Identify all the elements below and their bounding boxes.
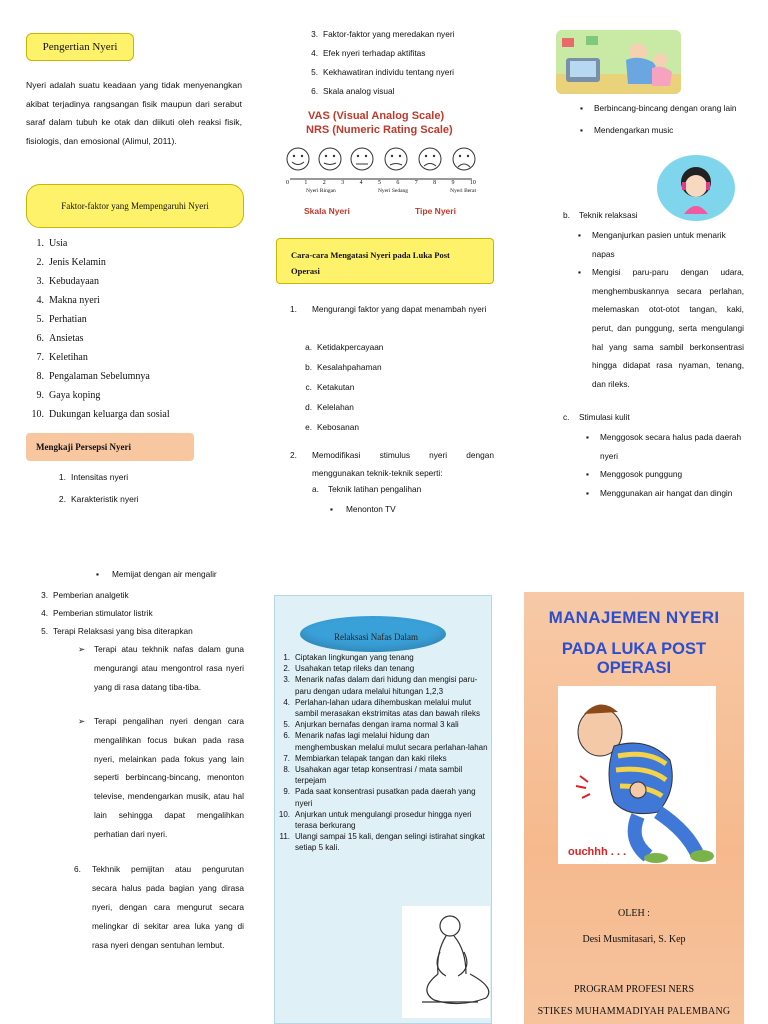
list-item: 6. Menarik nafas lagi melalui hidung dan menghembuskan melalui mulut secara perlahan-lahan [283,731,488,752]
list-item: 4. Makna nyeri [36,295,100,306]
cara-item-2: 2. Memodifikasi stimulus nyeri dengan menggunakan teknik-teknik seperti: [290,450,494,478]
list-item: 4. Pemberian stimulator listrik [41,608,153,618]
scale-numbers: 0 1 2 3 4 5 6 7 8 9 10 [286,180,476,186]
list-item: ▪ Mengisi paru-paru dengan udara, menghembuskannya secara perlahan, melemaskan otot-otot tangan, kaki, perut, dan punggung, serta mengulangi hal yang sama sambil berkonsentrasi hingga didapat rasa nyaman, tenang, dan rileks. [578,267,744,389]
meditation-illustration [402,906,490,1018]
list-item: 1. Usia [36,238,68,249]
persepsi-list [48,466,248,510]
cover-author: Desi Musmitasari, S. Kep [582,934,686,945]
list-item: 3. Kebudayaan [36,276,99,287]
list-item: 6. Skala analog visual [311,86,395,96]
arrow-item-1: ➢ Terapi atau tekhnik nafas dalam guna mengurangi atau mengontrol rasa nyeri yang di rasa datang tiba-tiba. [78,640,244,696]
list-item: b. Kesalahpahaman [305,362,382,372]
pain-faces-icon [282,143,482,203]
list-item: 10. Anjurkan untuk mengulangi prosedur hingga nyeri terasa berkurang [278,809,472,831]
list-item: 10. Dukungan keluarga dan sosial [31,409,170,420]
skala-caption: Skala Nyeri [304,206,350,216]
cara-item-1: 1. Mengurangi faktor yang dapat menambah nyeri [290,304,487,314]
ouch-text: ouchhh . . . [568,846,627,858]
cover-title-1: MANAJEMEN NYERI [548,608,720,627]
list-item: e. Kebosanan [305,422,359,432]
teknik-relaksasi-bullets [578,226,744,393]
list-item: d. Kelelahan [305,402,354,412]
tv-illustration [556,30,681,94]
scale-labels: Nyeri Ringan Nyeri Sedang Nyeri Berat [306,188,476,194]
memijat-bullet: ▪ Memijat dengan air mengalir [96,569,217,579]
list-item: 6. Ansietas [36,333,84,344]
relaksasi-steps [272,652,490,854]
list-item: 2. Usahakan tetap rileks dan tenang [283,664,415,674]
cara-title: Cara-cara Mengatasi Nyeri pada Luka Post Operasi [291,250,450,276]
meditating-person-icon [402,906,490,1018]
cara-item-2a-bullet: ▪ Menonton TV [330,504,396,514]
list-item: 11. Ulangi sampai 15 kali, dengan selingi istirahat singkat setiap 5 kali. [279,832,485,853]
list-item: 3. Pemberian analgetik [41,590,129,600]
list-item: 7. Membiarkan telapak tangan dan kaki rileks [283,753,447,763]
list-item: c. Ketakutan [305,382,355,392]
pengertian-text: Nyeri adalah suatu keadaan yang tidak menyenangkan akibat terjadinya rangsangan fisik maupun dari serabut saraf dalam tubuh ke otak dan diikuti oleh reaksi fisik, fisiologis, dan emosional (Alimul, 2011). [26,80,242,146]
list-item: 8. Pengalaman Sebelumnya [36,371,150,382]
people-watching-tv-icon [556,30,681,94]
persepsi-title-box [26,433,194,461]
list-item: 3. Faktor-faktor yang meredakan nyeri [311,29,455,39]
cover-program: PROGRAM PROFESI NERS [573,984,695,995]
cover-oleh: OLEH : [618,908,650,919]
faktor-title: Faktor-faktor yang Mempengaruhi Nyeri [61,201,209,211]
arrow-right-icon: ➢ [78,644,85,654]
list-item: ▪ Menganjurkan pasien untuk menarik napas [578,230,726,259]
list-item: ▪ Menggosok secara halus pada daerah nyeri [586,432,742,461]
list-item: 5. Perhatian [36,314,87,325]
music-girl-illustration [656,154,736,222]
list-item: 3. Menarik nafas dalam dari hidung dan mengisi paru-paru dengan udara melalui hitungan 1,2,3 [283,675,478,696]
list-item: 9. Gaya koping [36,390,101,401]
cover-title-2: PADA LUKA POST OPERASI [561,640,707,677]
relaksasi-title: Relaksasi Nafas Dalam [334,632,418,642]
persepsi-title: Mengkaji Persepsi Nyeri [36,442,131,452]
stimulasi-kulit-heading: c. Stimulasi kulit [563,412,630,422]
persepsi-list-cont [300,25,500,101]
list-item: ▪ Menggunakan air hangat dan dingin [586,487,733,498]
bottom1-list [30,586,250,640]
list-item: 5. Anjurkan bernafas dengan irama normal 3 kali [283,720,459,730]
bottom1-item-6: 6. Tekhnik pemijitan atau pengurutan secara halus pada bagian yang dirasa nyeri, dengan cara mengurut secara melingkar di sekitar area luka yang di rasa nyeri dengan sentuhan lembut. [74,864,244,950]
list-item: 2. Jenis Kelamin [36,257,106,268]
list-item: a. Ketidakpercayaan [305,342,384,352]
pain-scale-figure [282,143,482,203]
list-item: 5. Terapi Relaksasi yang bisa diterapkan [41,626,193,636]
cara-title-box [276,238,494,284]
faktor-list [26,234,246,424]
list-item: ▪ Mendengarkan music [580,125,674,135]
list-item: 8. Usahakan agar tetap konsentrasi / mata sambil terpejam [283,765,463,786]
list-item: 4. Efek nyeri terhadap aktifitas [311,48,426,58]
pain-illustration [558,686,716,864]
scale-title-1: VAS (Visual Analog Scale) [308,110,445,122]
pengertian-title: Pengertian Nyeri [42,41,118,53]
tipe-caption: Tipe Nyeri [415,206,456,216]
col3-top-bullets [580,99,746,139]
cover-school: STIKES MUHAMMADIYAH PALEMBANG [537,1006,731,1017]
cara-item-2a: a. Teknik latihan pengalihan [312,484,422,494]
list-item: 9. Pada saat konsentrasi pusatkan pada daerah yang nyeri [283,787,476,808]
list-item: ▪ Berbincang-bincang dengan orang lain [580,103,737,113]
list-item: 1. Ciptakan lingkungan yang tenang [283,653,414,662]
faktor-title-box [26,184,244,228]
list-item: ▪ Menggosok punggung [586,469,683,480]
teknik-relaksasi-heading: b. Teknik relaksasi [563,210,638,220]
list-item: 7. Keletihan [36,352,88,363]
list-item: 5. Kekhawatiran individu tentang nyeri [311,67,454,77]
list-item: 4. Perlahan-lahan udara dihembuskan melalui mulut sambil merasakan ekstrimitas atas dan bawah rileks [283,697,480,719]
arrow-right-icon: ➢ [78,716,85,726]
man-stomach-pain-icon [558,686,716,864]
list-item: 1. Intensitas nyeri [58,472,129,482]
pengertian-title-box [26,33,134,61]
stimulasi-kulit-bullets [586,428,744,502]
cara-item-1-sub [294,337,494,437]
arrow-item-2: ➢ Terapi pengalihan nyeri dengan cara mengalihkan focus bukan pada rasa nyeri, melainkan pada fokus yang lain seperti berbincang-bincang, menonton televise, mendengarkan musik, atau hal lain sehingga dapat mengalihkan perhatian dari nyeri. [78,712,244,844]
scale-title-2: NRS (Numeric Rating Scale) [306,124,453,136]
list-item: 2. Karakteristik nyeri [58,494,139,504]
girl-headphones-icon [656,154,736,222]
